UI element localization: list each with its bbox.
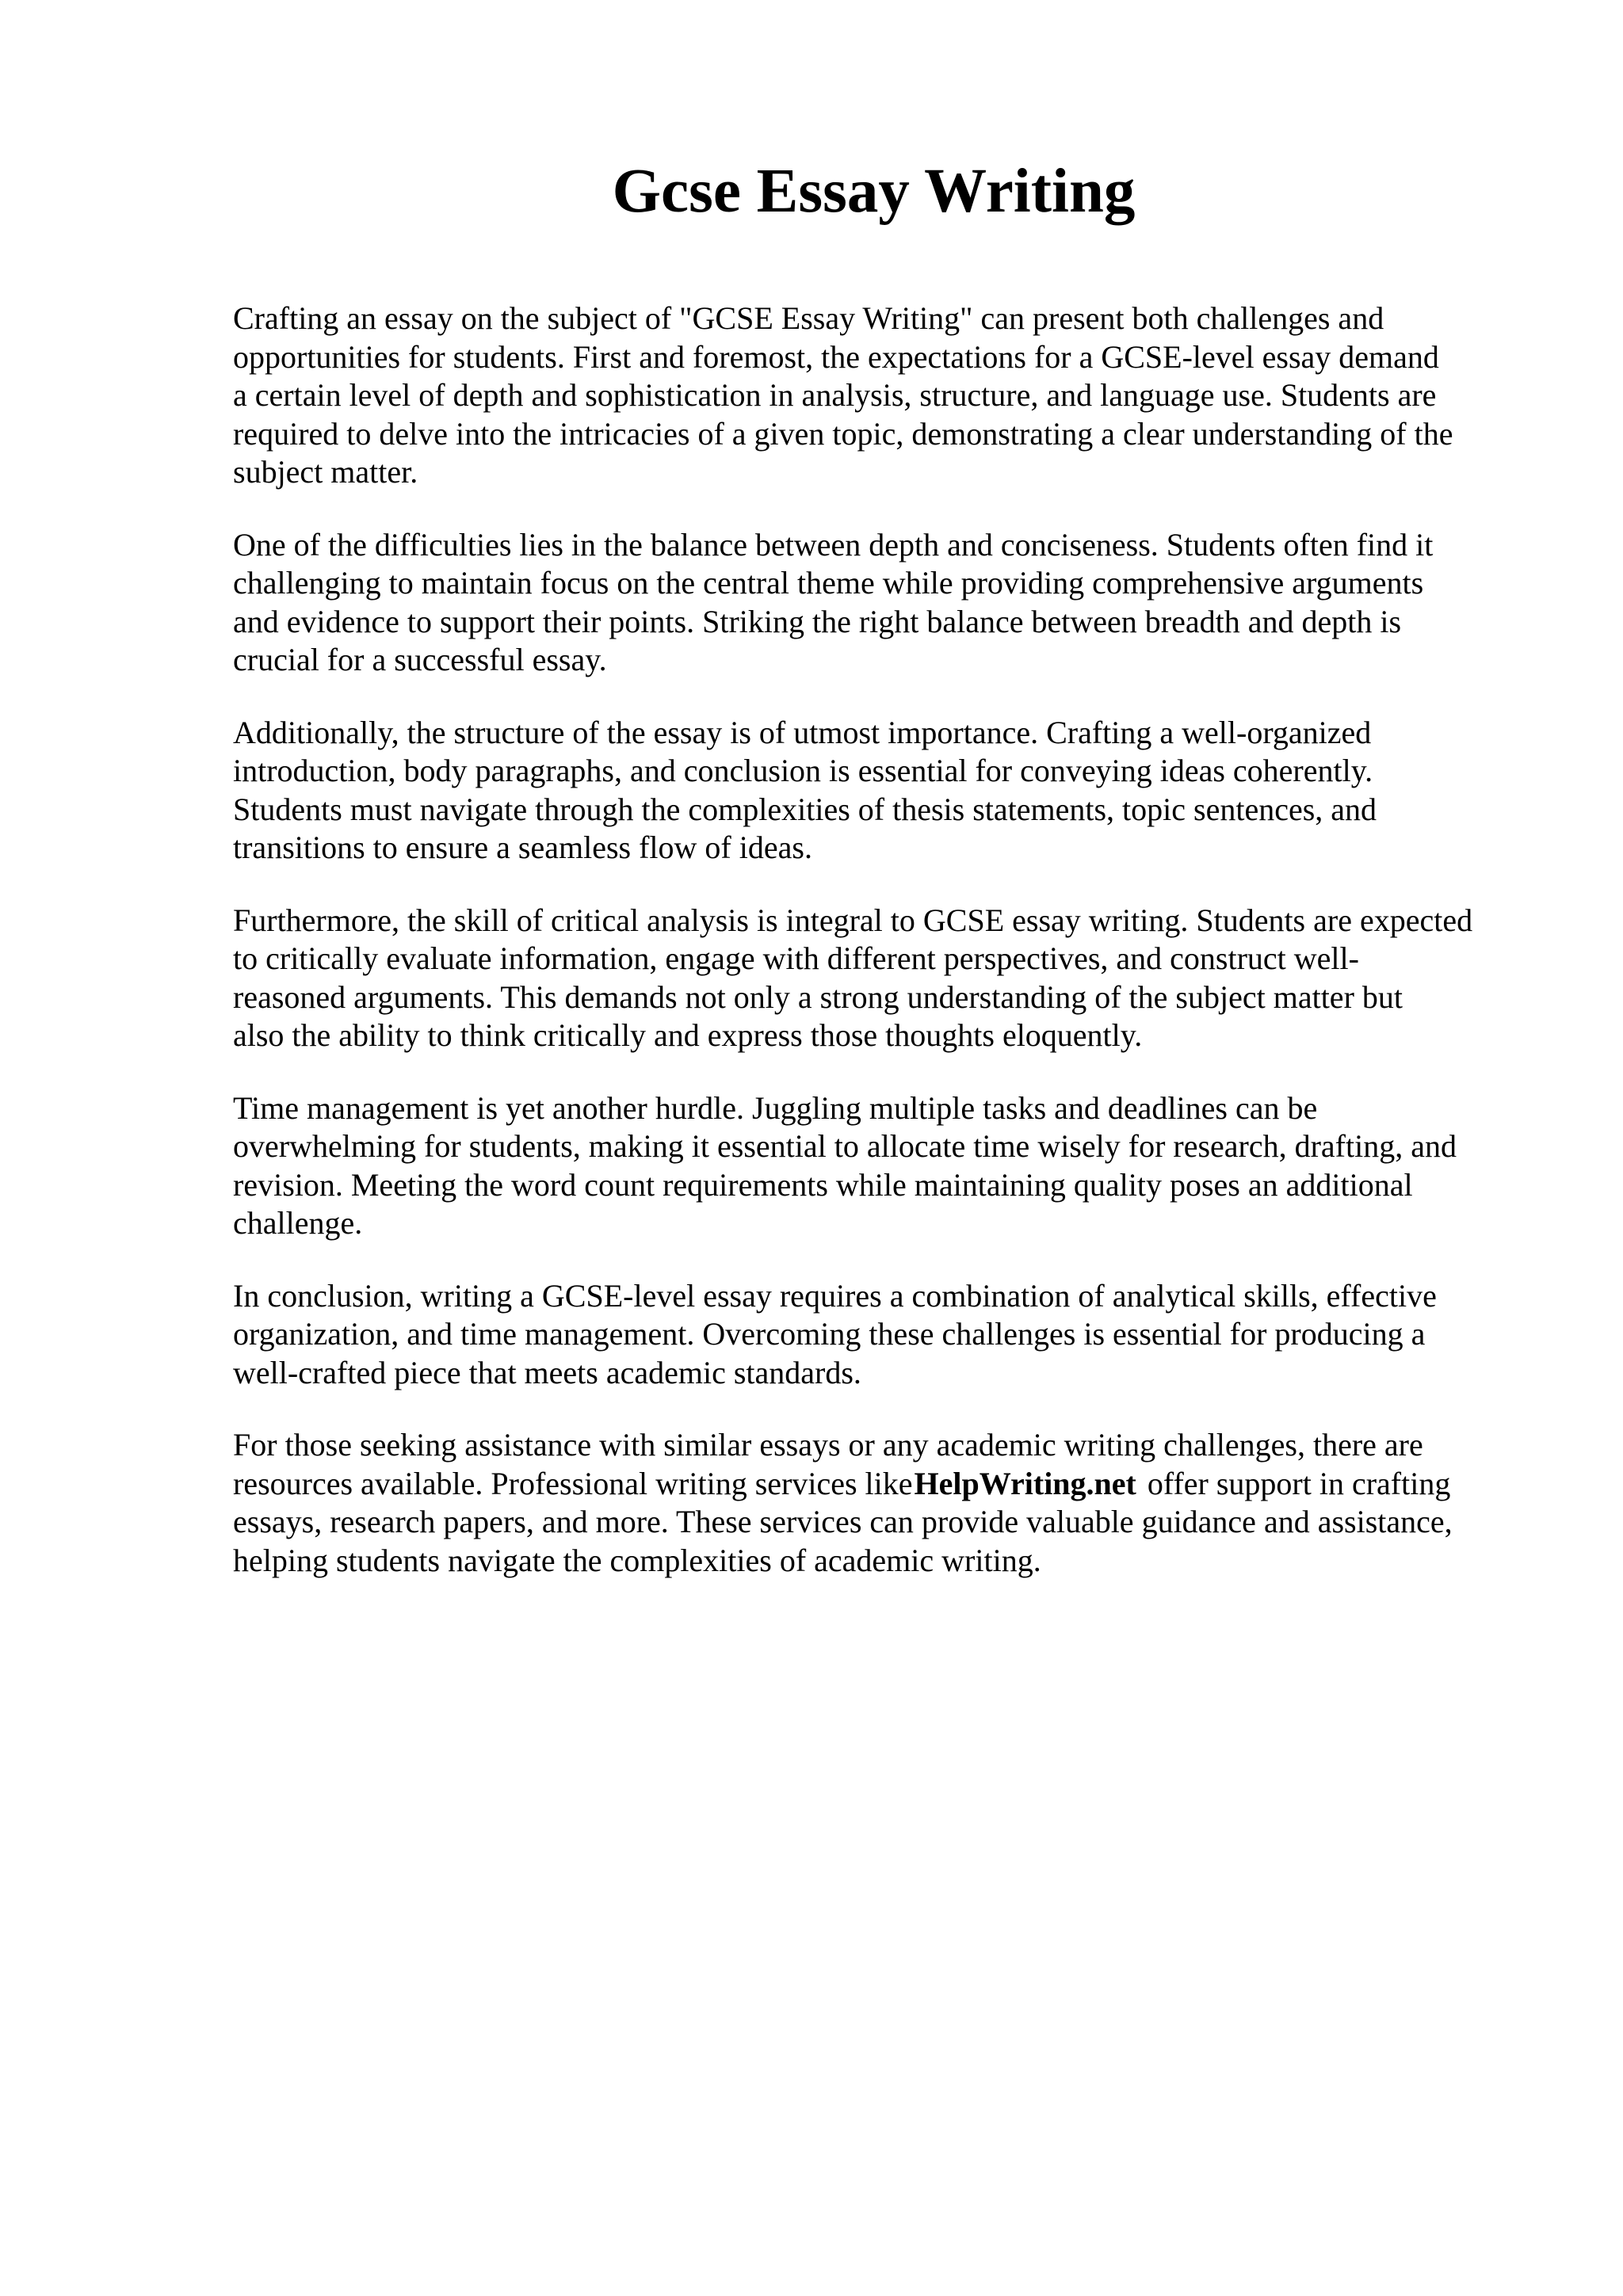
paragraph-line: challenging to maintain focus on the central theme while providing comprehensive arguments xyxy=(233,565,1424,601)
paragraph-line: also the ability to think critically and express those thoughts eloquently. xyxy=(233,1017,1143,1053)
paragraph-line: opportunities for students. First and foremost, the expectations for a GCSE-level essay demand xyxy=(233,338,1439,375)
paragraph-line: For those seeking assistance with similar essays or any academic writing challenges, there are xyxy=(233,1427,1423,1463)
paragraph-line: challenge. xyxy=(233,1205,363,1241)
essay-body xyxy=(233,299,1533,1614)
paragraph xyxy=(233,299,1533,492)
paragraph-line: helping students navigate the complexities of academic writing. xyxy=(233,1542,1041,1578)
brand-name: HelpWriting.net xyxy=(914,1465,1136,1501)
paragraph-line: to critically evaluate information, engage with different perspectives, and construct well- xyxy=(233,940,1359,976)
line-text-before-brand: resources available. Professional writing services like xyxy=(233,1465,913,1501)
paragraph-line: a certain level of depth and sophistication in analysis, structure, and language use. Students are xyxy=(233,377,1437,413)
paragraph-line-with-brand xyxy=(233,1465,1533,1504)
paragraph-list xyxy=(233,299,1533,1392)
paragraph-line: required to delve into the intricacies of a given topic, demonstrating a clear understanding of the xyxy=(233,415,1453,452)
paragraph-line: essays, research papers, and more. These services can provide valuable guidance and assistance, xyxy=(233,1504,1453,1539)
line-text-after-brand: offer support in crafting xyxy=(1147,1465,1451,1501)
paragraph-line: Crafting an essay on the subject of "GCSE Essay Writing" can present both challenges and xyxy=(233,300,1384,336)
paragraph-line: introduction, body paragraphs, and conclusion is essential for conveying ideas coherently. xyxy=(233,753,1373,788)
paragraph xyxy=(233,526,1533,680)
paragraph-line: transitions to ensure a seamless flow of ideas. xyxy=(233,830,812,865)
paragraph-line: revision. Meeting the word count requirements while maintaining quality poses an additional xyxy=(233,1166,1413,1203)
paragraph-line: In conclusion, writing a GCSE-level essay requires a combination of analytical skills, effective xyxy=(233,1277,1437,1314)
paragraph-final xyxy=(233,1426,1533,1580)
paragraph xyxy=(233,1089,1533,1243)
paragraph xyxy=(233,1277,1533,1393)
paragraph-line: overwhelming for students, making it essential to allocate time wisely for research, drafting, and xyxy=(233,1128,1457,1164)
paragraph-line: Students must navigate through the complexities of thesis statements, topic sentences, and xyxy=(233,791,1377,827)
paragraph-line: reasoned arguments. This demands not only a strong understanding of the subject matter but xyxy=(233,978,1403,1015)
paragraph-line: Additionally, the structure of the essay is of utmost importance. Crafting a well-organized xyxy=(233,714,1372,750)
paragraph-line: well-crafted piece that meets academic standards. xyxy=(233,1354,861,1390)
paragraph-line: Time management is yet another hurdle. Juggling multiple tasks and deadlines can be xyxy=(233,1089,1318,1126)
paragraph-line: subject matter. xyxy=(233,454,418,490)
paragraph-line: crucial for a successful essay. xyxy=(233,642,607,677)
paragraph-line: Furthermore, the skill of critical analysis is integral to GCSE essay writing. Students are expected xyxy=(233,902,1473,938)
page-title: Gcse Essay Writing xyxy=(612,157,1136,226)
paragraph-line: organization, and time management. Overcoming these challenges is essential for producing a xyxy=(233,1316,1426,1352)
paragraph xyxy=(233,714,1533,868)
paragraph-line: and evidence to support their points. Striking the right balance between breadth and depth is xyxy=(233,603,1402,639)
paragraph xyxy=(233,902,1533,1055)
paragraph-line: One of the difficulties lies in the balance between depth and conciseness. Students often find it xyxy=(233,526,1434,563)
